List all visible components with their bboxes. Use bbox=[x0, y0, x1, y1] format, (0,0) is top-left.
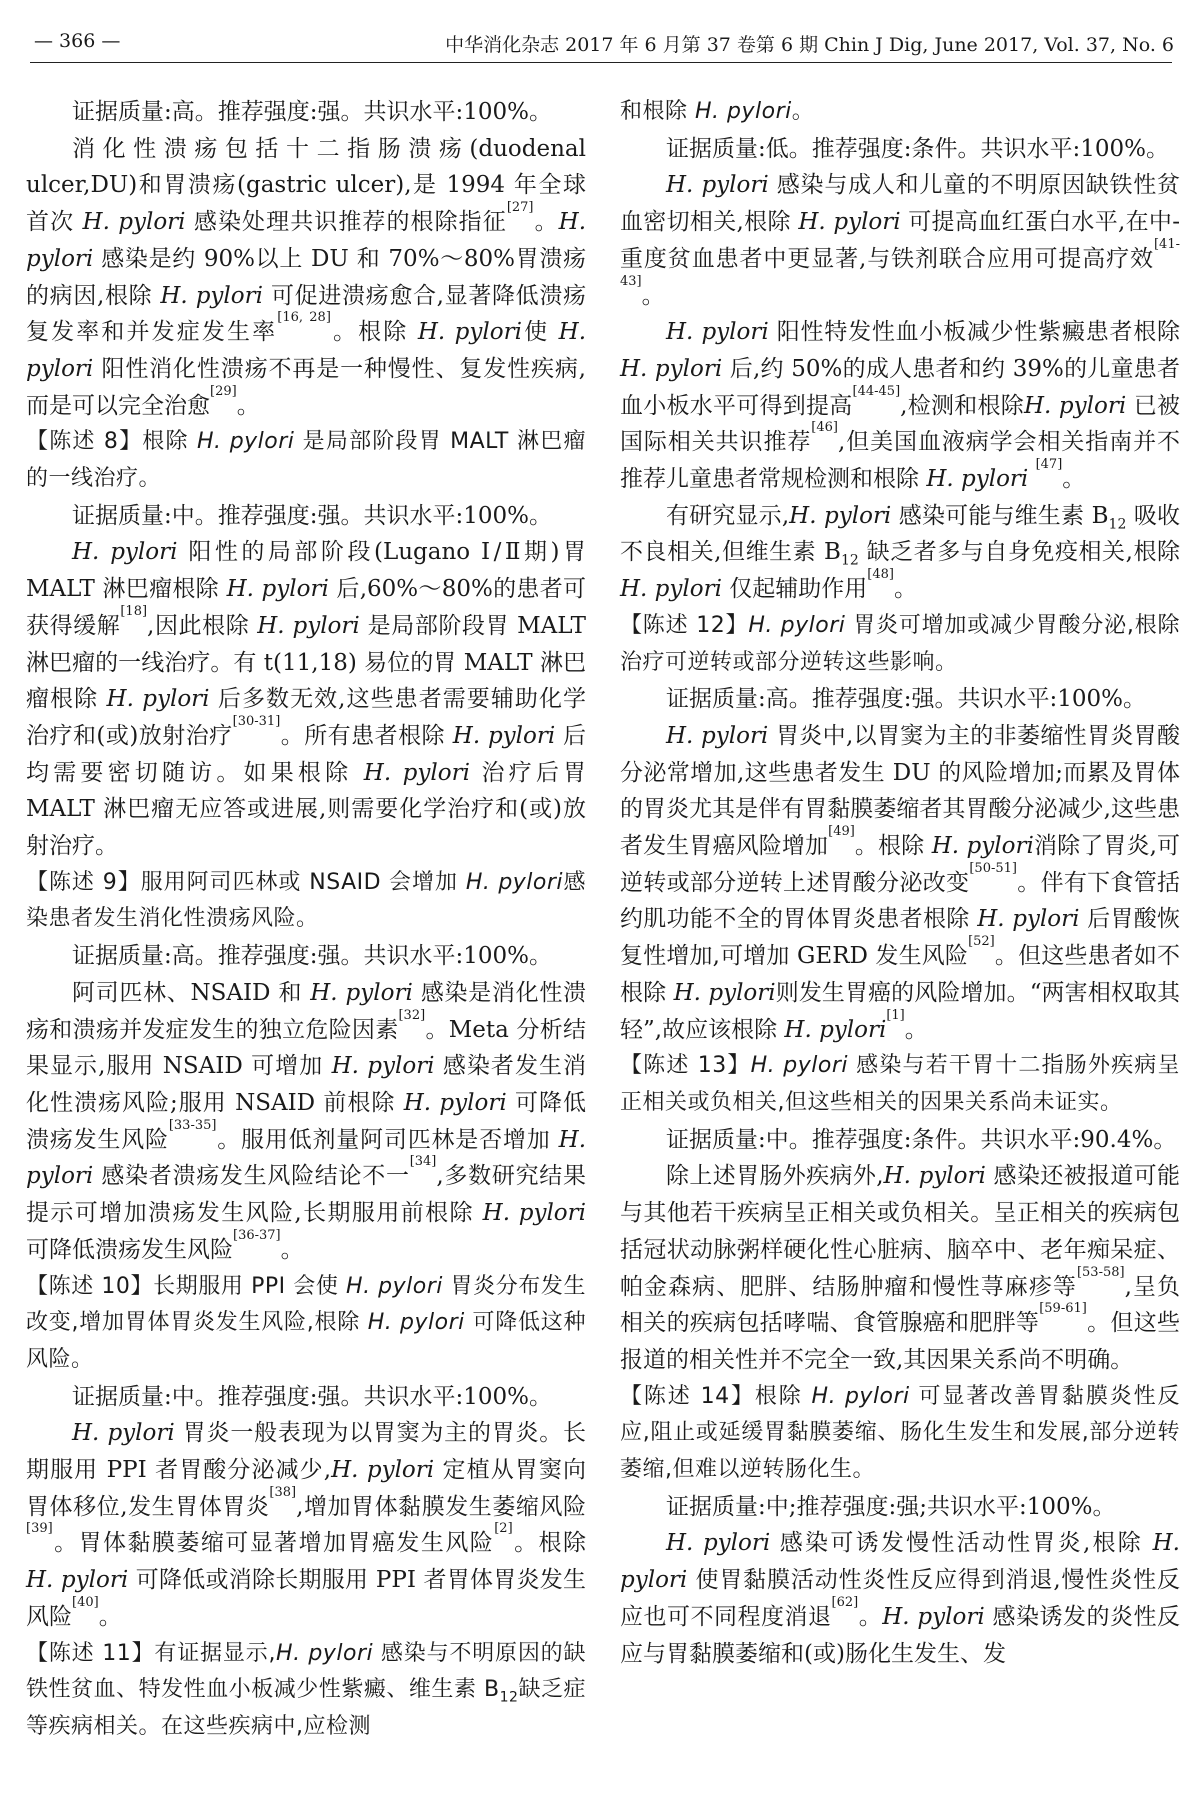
page-number: — 366 — bbox=[34, 30, 121, 52]
left-column bbox=[26, 94, 586, 1746]
statement-paragraph: 【陈述 8】根除 H. pylori 是局部阶段胃 MALT 淋巴瘤的一线治疗。 bbox=[26, 429, 586, 492]
evidence-line: 证据质量:中;推荐强度:强;共识水平:100%。 bbox=[666, 1493, 1116, 1520]
body-paragraph: H. pylori 感染与成人和儿童的不明原因缺铁性贫血密切相关,根除 H. pylori 可提高血红蛋白水平,在中-重度贫血患者中更显著,与铁剂联合应用可提高疗效[41-43]。 bbox=[620, 172, 1181, 309]
body-paragraph: H. pylori 胃炎一般表现为以胃窦为主的胃炎。长期服用 PPI 者胃酸分泌减少,H. pylori 定植从胃窦向胃体移位,发生胃体胃炎[38],增加胃体黏膜发生萎缩风险[39]。胃体黏膜萎缩可显著增加胃癌发生风险[2]。根除 H. pylori 可降低或消除长期服用 PPI 者胃体胃炎发生风险[40]。 bbox=[26, 1420, 587, 1630]
body-paragraph: 阿司匹林、NSAID 和 H. pylori 感染是消化性溃疡和溃疡并发症发生的独立危险因素[32]。Meta 分析结果显示,服用 NSAID 可增加 H. pylori 感染者发生消化性溃疡风险;服用 NSAID 前根除 H. pylori 可降低溃疡发生风险[33-35]。服用低剂量阿司匹林是否增加 H. pylori 感染者溃疡发生风险结论不一[34],多数研究结果提示可增加溃疡发生风险,长期服用前根除 H. pylori 可降低溃疡发生风险[36-37]。 bbox=[26, 979, 587, 1263]
statement-paragraph: 【陈述 11】有证据显示,H. pylori 感染与不明原因的缺铁性贫血、特发性血小板减少性紫癜、维生素 $B_{12}$缺乏症等疾病相关。在这些疾病中,应检测 bbox=[26, 1640, 587, 1739]
right-column bbox=[620, 94, 1180, 1672]
statement-paragraph: 【陈述 13】H. pylori 感染与若干胃十二指肠外疾病呈正相关或负相关,但这些相关的因果关系尚未证实。 bbox=[620, 1053, 1180, 1115]
evidence-line: 证据质量:中。推荐强度:条件。共识水平:90.4%。 bbox=[666, 1126, 1177, 1153]
statement-paragraph: 【陈述 12】H. pylori 胃炎可增加或减少胃酸分泌,根除治疗可逆转或部分逆转这些影响。 bbox=[620, 612, 1180, 675]
body-paragraph: H. pylori 胃炎中,以胃窦为主的非萎缩性胃炎胃酸分泌常增加,这些患者发生 DU 的风险增加;而累及胃体的胃炎尤其是伴有胃黏膜萎缩者其胃酸分泌减少,这些患者发生胃癌风险增加[49]。根除 H. pylori消除了胃炎,可逆转或部分逆转上述胃酸分泌改变[50-51]。伴有下食管括约肌功能不全的胃体胃炎患者根除 H. pylori 后胃酸恢复性增加,可增加 GERD 发生风险[52]。但这些患者如不根除 H. pylori则发生胃癌的风险增加。“两害相权取其轻”,故应该根除 H. pylori[1]。 bbox=[620, 722, 1181, 1043]
body-paragraph: H. pylori 感染可诱发慢性活动性胃炎,根除 H. pylori 使胃黏膜活动性炎性反应得到消退,慢性炎性反应也可不同程度消退[62]。H. pylori 感染诱发的炎性反应与胃黏膜萎缩和(或)肠化生发生、发 bbox=[620, 1530, 1181, 1667]
body-paragraph: 有研究显示,H. pylori 感染可能与维生素 $B_{12}$ 吸收不良相关,但维生素 $B_{12}$ 缺乏者多与自身免疫相关,根除 H. pylori 仅起辅助作用[48]。 bbox=[620, 502, 1181, 603]
evidence-line: 证据质量:低。推荐强度:条件。共识水平:100%。 bbox=[666, 135, 1170, 162]
body-paragraph: H. pylori 阳性的局部阶段(Lugano Ⅰ/Ⅱ期)胃 MALT 淋巴瘤根除 H. pylori 后,60%～80%的患者可获得缓解[18],因此根除 H. pylori 是局部阶段胃 MALT 淋巴瘤的一线治疗。有 t(11,18) 易位的胃 MALT 淋巴瘤根除 H. pylori 后多数无效,这些患者需要辅助化学治疗和(或)放射治疗[30-31]。所有患者根除 H. pylori 后均需要密切随访。如果根除 H. pylori 治疗后胃 MALT 淋巴瘤无应答或进展,则需要化学治疗和(或)放射治疗。 bbox=[26, 539, 587, 860]
header-rule bbox=[30, 62, 1172, 63]
body-paragraph: H. pylori 阳性特发性血小板减少性紫癜患者根除 H. pylori 后,约 50%的成人患者和约 39%的儿童患者血小板水平可得到提高[44-45],检测和根除H. pylori 已被国际相关共识推荐[46],但美国血液病学会相关指南并不推荐儿童患者常规检测和根除 H. pylori [47]。 bbox=[620, 319, 1181, 493]
evidence-line: 证据质量:中。推荐强度:强。共识水平:100%。 bbox=[72, 1383, 553, 1410]
journal-header: 中华消化杂志 2017 年 6 月第 37 卷第 6 期 Chin J Dig, June 2017, Vol. 37, No. 6 bbox=[445, 34, 1174, 56]
evidence-line: 证据质量:高。推荐强度:强。共识水平:100%。 bbox=[666, 686, 1147, 713]
evidence-line: 证据质量:高。推荐强度:强。共识水平:100%。 bbox=[72, 943, 553, 970]
statement-paragraph: 【陈述 10】长期服用 PPI 会使 H. pylori 胃炎分布发生改变,增加胃体胃炎发生风险,根除 H. pylori 可降低这种风险。 bbox=[26, 1273, 586, 1372]
statement-paragraph: 【陈述 14】根除 H. pylori 可显著改善胃黏膜炎性反应,阻止或延缓胃黏膜萎缩、肠化生发生和发展,部分逆转萎缩,但难以逆转肠化生。 bbox=[620, 1383, 1180, 1483]
body-paragraph: 除上述胃肠外疾病外,H. pylori 感染还被报道可能与其他若干疾病呈正相关或负相关。呈正相关的疾病包括冠状动脉粥样硬化性心脏病、脑卒中、老年痴呆症、帕金森病、肥胖、结肠肿瘤和慢性荨麻疹等[53-58],呈负相关的疾病包括哮喘、食管腺癌和肥胖等[59-61]。但这些报道的相关性并不完全一致,其因果关系尚不明确。 bbox=[620, 1163, 1181, 1373]
statement-paragraph: 【陈述 9】服用阿司匹林或 NSAID 会增加 H. pylori感染患者发生消化性溃疡风险。 bbox=[26, 869, 586, 932]
evidence-line: 证据质量:中。推荐强度:强。共识水平:100%。 bbox=[72, 502, 553, 529]
body-paragraph: 消化性溃疡包括十二指肠溃疡(duodenal ulcer,DU)和胃溃疡(gastric ulcer),是 1994 年全球首次 H. pylori 感染处理共识推荐的根除指征[27]。H. pylori 感染是约 90%以上 DU 和 70%～80%胃溃疡的病因,根除 H. pylori 可促进溃疡愈合,显著降低溃疡复发率和并发症发生率[16, 28]。根除 H. pylori使 H. pylori 阳性消化性溃疡不再是一种慢性、复发性疾病,而是可以完全治愈[29]。 bbox=[26, 135, 587, 419]
body-paragraph: 和根除 H. pylori。 bbox=[620, 99, 815, 124]
evidence-line: 证据质量:高。推荐强度:强。共识水平:100%。 bbox=[72, 99, 553, 125]
